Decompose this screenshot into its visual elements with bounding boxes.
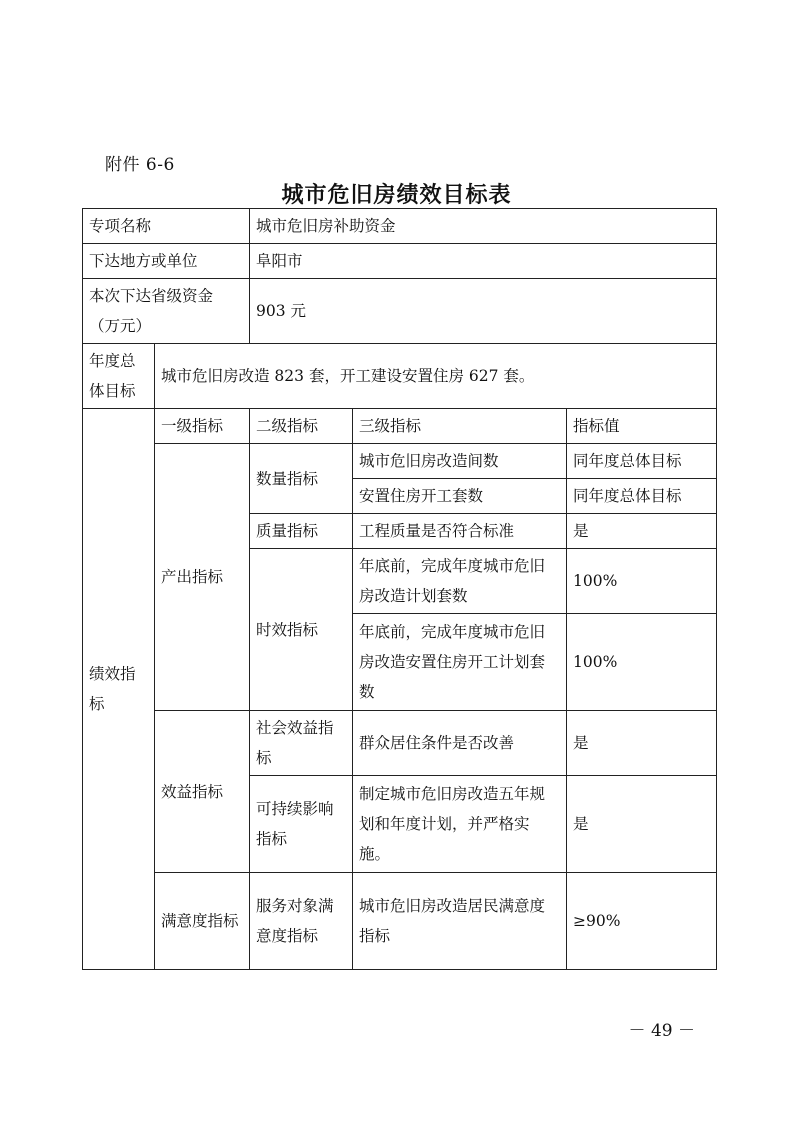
l3-resident-satisfaction: 城市危旧房改造居民满意度指标 xyxy=(353,873,567,970)
value-renovation-units: 同年度总体目标 xyxy=(567,444,717,479)
sustainable-impact-indicator: 可持续影响指标 xyxy=(250,776,353,873)
output-indicator: 产出指标 xyxy=(155,444,250,711)
quantity-indicator: 数量指标 xyxy=(250,444,353,514)
value-housing-start-plan: 100% xyxy=(567,614,717,711)
page-number: － 49 － xyxy=(628,1021,695,1041)
value-quality-standard: 是 xyxy=(567,514,717,549)
recipient-label: 下达地方或单位 xyxy=(83,244,250,279)
l3-housing-start-plan: 年底前，完成年度城市危旧房改造安置住房开工计划套数 xyxy=(353,614,567,711)
value-five-year-plan: 是 xyxy=(567,776,717,873)
l3-renovation-units: 城市危旧房改造间数 xyxy=(353,444,567,479)
benefit-indicator: 效益指标 xyxy=(155,711,250,873)
l3-five-year-plan: 制定城市危旧房改造五年规划和年度计划，并严格实施。 xyxy=(353,776,567,873)
l3-living-conditions: 群众居住条件是否改善 xyxy=(353,711,567,776)
quality-indicator: 质量指标 xyxy=(250,514,353,549)
performance-target-table xyxy=(82,208,717,970)
social-benefit-indicator: 社会效益指标 xyxy=(250,711,353,776)
timeliness-indicator: 时效指标 xyxy=(250,549,353,711)
performance-indicators-label: 绩效指标 xyxy=(83,409,155,970)
col-header-level3: 三级指标 xyxy=(353,409,567,444)
annual-goal-label: 年度总体目标 xyxy=(83,344,155,409)
l3-renovation-plan: 年底前，完成年度城市危旧房改造计划套数 xyxy=(353,549,567,614)
col-header-level1: 一级指标 xyxy=(155,409,250,444)
funds-value: 903 元 xyxy=(250,279,717,344)
col-header-value: 指标值 xyxy=(567,409,717,444)
project-name-value: 城市危旧房补助资金 xyxy=(250,209,717,244)
recipient-value: 阜阳市 xyxy=(250,244,717,279)
annex-label: 附件 6-6 xyxy=(105,155,175,175)
funds-label: 本次下达省级资金（万元） xyxy=(83,279,250,344)
value-renovation-plan: 100% xyxy=(567,549,717,614)
value-housing-starts: 同年度总体目标 xyxy=(567,479,717,514)
value-resident-satisfaction: ≥90% xyxy=(567,873,717,970)
document-title: 城市危旧房绩效目标表 xyxy=(281,182,512,208)
value-living-conditions: 是 xyxy=(567,711,717,776)
l3-quality-standard: 工程质量是否符合标准 xyxy=(353,514,567,549)
satisfaction-indicator: 满意度指标 xyxy=(155,873,250,970)
service-satisfaction-indicator: 服务对象满意度指标 xyxy=(250,873,353,970)
project-name-label: 专项名称 xyxy=(83,209,250,244)
l3-housing-starts: 安置住房开工套数 xyxy=(353,479,567,514)
col-header-level2: 二级指标 xyxy=(250,409,353,444)
annual-goal-value: 城市危旧房改造 823 套，开工建设安置住房 627 套。 xyxy=(155,344,717,409)
